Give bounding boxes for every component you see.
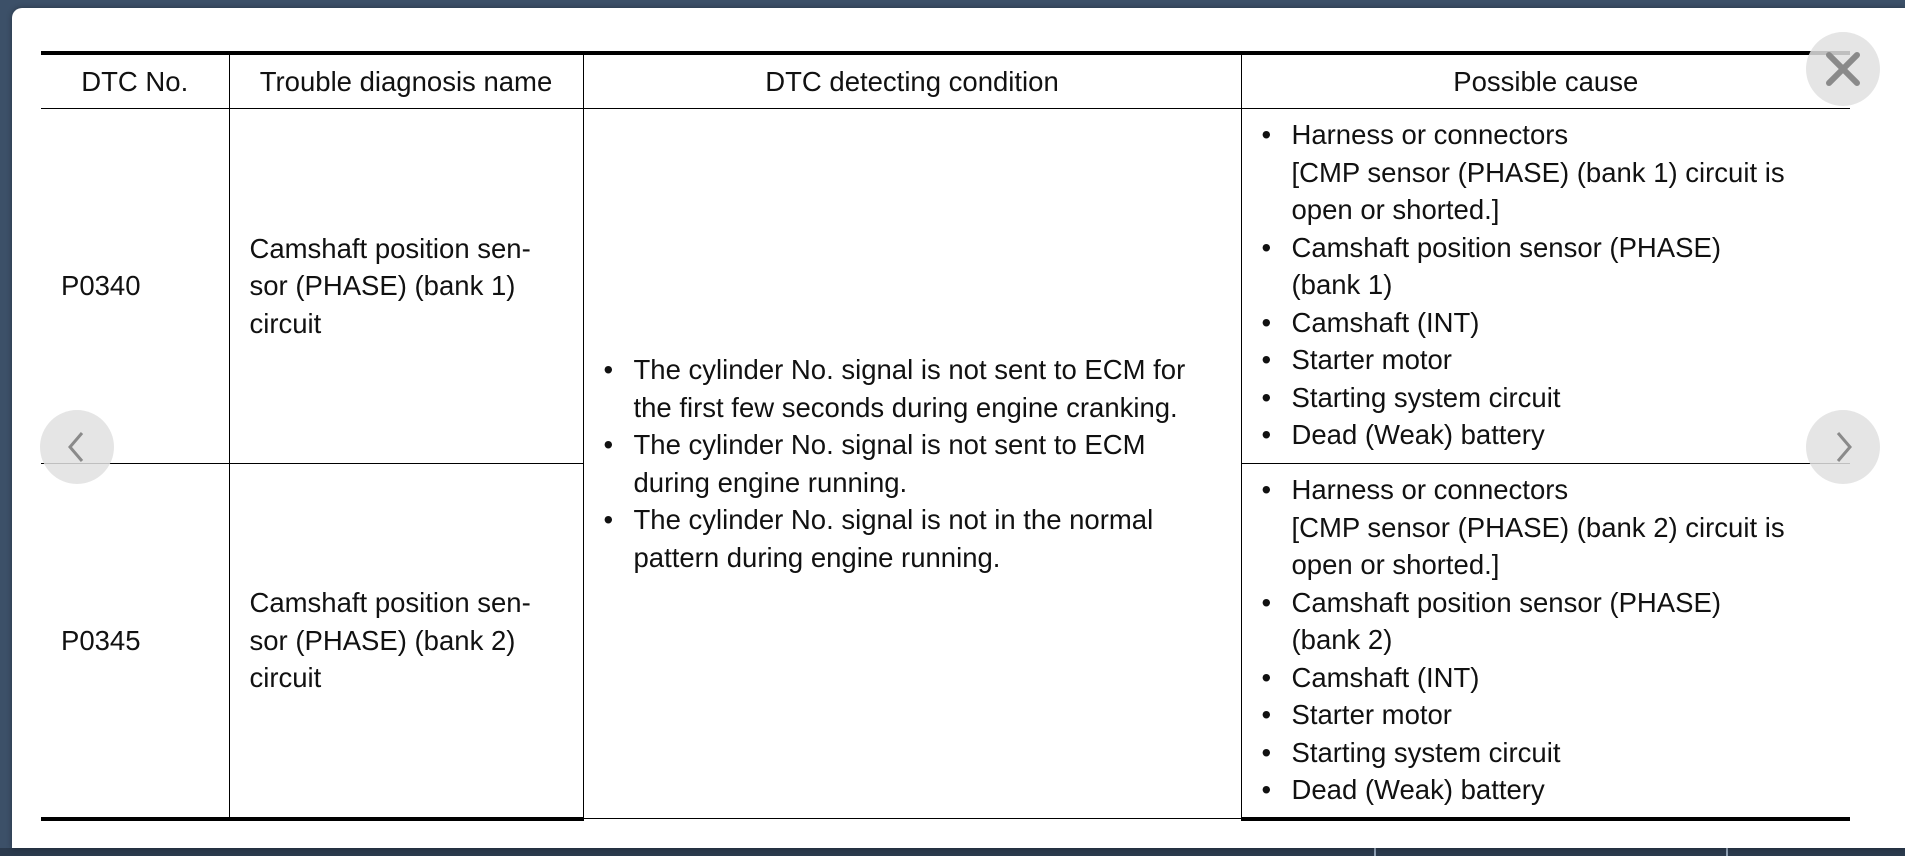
list-item-text: Starting system circuit <box>1291 736 1561 768</box>
bullet-icon: • <box>1261 381 1272 413</box>
dtc-table <box>41 51 1850 821</box>
bottom-bar <box>0 848 1905 856</box>
bullet-icon: • <box>603 504 614 535</box>
chevron-left-icon <box>62 429 92 465</box>
list-item <box>1258 229 1847 304</box>
list-item-text: Harness or connectors [CMP sensor (PHASE) (bank 1) circuit is open or shorted.] <box>1291 119 1785 225</box>
list-item <box>1258 584 1847 659</box>
bullet-icon: • <box>603 354 614 385</box>
bullet-icon: • <box>1261 474 1272 505</box>
list-item <box>600 501 1233 576</box>
previous-page-button[interactable] <box>40 410 114 484</box>
possible-cause-cell <box>1241 109 1850 464</box>
list-item-text: Harness or connectors [CMP sensor (PHASE) (bank 2) circuit is open or shorted.] <box>1291 474 1785 580</box>
list-item-text: Dead (Weak) battery <box>1291 774 1545 805</box>
next-page-button[interactable] <box>1806 410 1880 484</box>
list-item <box>1258 471 1847 584</box>
list-item <box>1258 734 1847 772</box>
header-dtc-no: DTC No. <box>41 53 229 109</box>
list-item <box>1258 659 1847 697</box>
list-item-text: Camshaft position sensor (PHASE) (bank 1) <box>1291 231 1721 300</box>
bullet-icon: • <box>1261 661 1272 693</box>
dtc-number-cell: P0345 <box>41 464 229 819</box>
possible-cause-cell <box>1241 464 1850 819</box>
bullet-icon: • <box>1261 119 1272 150</box>
bullet-icon: • <box>1261 344 1272 375</box>
bullet-icon: • <box>603 429 614 460</box>
close-icon <box>1823 49 1863 89</box>
bullet-icon: • <box>1261 586 1272 618</box>
dtc-number-cell: P0340 <box>41 109 229 464</box>
header-possible-cause: Possible cause <box>1241 53 1850 109</box>
chevron-right-icon <box>1828 429 1858 465</box>
cause-list <box>1258 471 1847 809</box>
bullet-icon: • <box>1261 419 1272 450</box>
list-item <box>1258 771 1847 809</box>
bullet-icon: • <box>1261 231 1272 263</box>
list-item <box>1258 379 1847 417</box>
bullet-icon: • <box>1261 774 1272 805</box>
list-item-text: Dead (Weak) battery <box>1291 419 1545 450</box>
list-item-text: Starter motor <box>1291 344 1452 375</box>
header-dtc-detecting-condition: DTC detecting condition <box>583 53 1241 109</box>
list-item <box>1258 304 1847 342</box>
detecting-condition-cell <box>583 109 1241 819</box>
list-item <box>600 426 1233 501</box>
list-item-text: Camshaft (INT) <box>1291 661 1480 693</box>
header-trouble-diagnosis-name: Trouble diagnosis name <box>229 53 583 109</box>
bullet-icon: • <box>1261 736 1272 768</box>
list-item <box>1258 341 1847 379</box>
list-item <box>1258 416 1847 454</box>
diagnosis-name-cell: Camshaft position sen- sor (PHASE) (bank 1) circuit <box>229 109 583 464</box>
bullet-icon: • <box>1261 306 1272 338</box>
bullet-icon: • <box>1261 699 1272 730</box>
list-item <box>600 351 1233 426</box>
list-item-text: Starter motor <box>1291 699 1452 730</box>
close-button[interactable] <box>1806 32 1880 106</box>
table-header-row <box>41 53 1850 109</box>
list-item-text: The cylinder No. signal is not sent to ECM for the first few seconds during engine cranking. <box>633 354 1186 423</box>
list-item <box>1258 696 1847 734</box>
list-item-text: Starting system circuit <box>1291 381 1561 413</box>
table-row <box>41 109 1850 464</box>
list-item <box>1258 116 1847 229</box>
cause-list <box>1258 116 1847 454</box>
list-item-text: Camshaft position sensor (PHASE) (bank 2) <box>1291 586 1721 655</box>
diagnosis-name-cell: Camshaft position sen- sor (PHASE) (bank 2) circuit <box>229 464 583 819</box>
list-item-text: Camshaft (INT) <box>1291 306 1480 338</box>
list-item-text: The cylinder No. signal is not sent to ECM during engine running. <box>633 429 1146 498</box>
document-viewer <box>12 8 1905 848</box>
list-item-text: The cylinder No. signal is not in the normal pattern during engine running. <box>633 504 1154 573</box>
condition-list <box>600 351 1233 576</box>
